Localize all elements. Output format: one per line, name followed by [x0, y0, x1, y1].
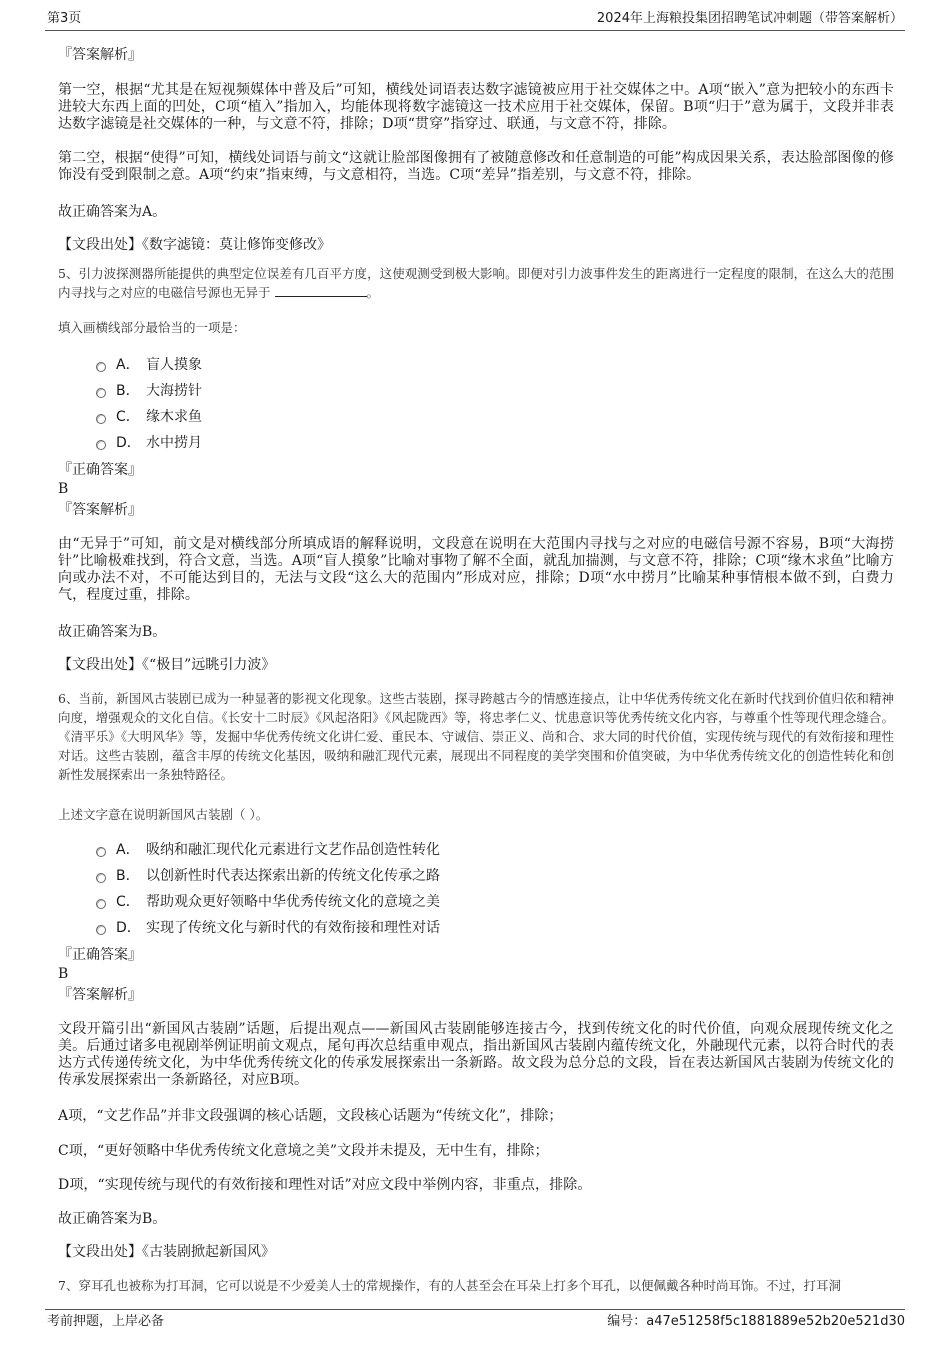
q4-analysis-p1: 第一空，根据“尤其是在短视频媒体中普及后”可知，横线处词语表达数字滤镜被应用于社交媒体之中。A项“嵌入”意为把较小的东西卡进较大东西上面的凹处，C项“植入”指加入，均能体现将数字滤镜这一技术应用于社交媒体，保留。B项“归于”意为属于，文段并非表达数字滤镜是社交媒体的一种，与文意不符，排除；D项“贯穿”指穿过、联通，与文意不符，排除。 [58, 82, 894, 132]
q5-option-b-text: 大海捞针 [146, 383, 202, 399]
q6-analysis: 文段开篇引出“新国风古装剧”话题，后提出观点——新国风古装剧能够连接古今，找到传统文化的时代价值，向观众展现传统文化之美。后通过诸多电视剧举例证明前文观点，尾句再次总结重申观点，指出新国风古装剧内蕴传统文化，外融现代元素，以符合时代的表达方式传递传统文化，为中华优秀传统文化的传承发展探索出一条新路。故文段为总分总的文段，旨在表达新国风古装剧为传统文化的传承发展探索出一条新路径，对应B项。 [58, 1021, 894, 1088]
page-footer [45, 1309, 905, 1334]
q6-option-c-text: 帮助观众更好领略中华优秀传统文化的意境之美 [146, 894, 440, 910]
q6-correct-label: 『正确答案』 [58, 947, 142, 963]
q6-note-a: A项，“文艺作品”并非文段强调的核心话题，文段核心话题为“传统文化”，排除； [58, 1108, 563, 1124]
radio-icon[interactable] [96, 362, 106, 372]
q6-option-a[interactable]: A． 吸纳和融汇现代化元素进行文艺作品创造性转化 [96, 838, 440, 860]
radio-icon[interactable] [96, 899, 106, 909]
q6-note-d: D项，“实现传统与现代的有效衔接和理性对话”对应文段中举例内容，非重点，排除。 [58, 1177, 592, 1193]
q5-analysis-label: 『答案解析』 [58, 502, 142, 518]
q6-correct-answer: B [58, 966, 69, 982]
q6-conclusion: 故正确答案为B。 [58, 1211, 167, 1227]
q6-note-c: C项，“更好领略中华优秀传统文化意境之美”文段并未提及，无中生有，排除； [58, 1143, 549, 1159]
q6-option-d-text: 实现了传统文化与新时代的有效衔接和理性对话 [146, 920, 440, 936]
q5-analysis: 由“无异于”可知，前文是对横线部分所填成语的解释说明，文段意在说明在大范围内寻找与之对应的电磁信号源不容易，B项“大海捞针”比喻极难找到，符合文意，当选。A项“盲人摸象”比喻对事物了解不全面，就乱加揣测，与文意不符，排除；C项“缘木求鱼”比喻方向或办法不对，不可能达到目的，无法与文段“这么大的范围内”形成对应，排除；D项“水中捞月”比喻某种事情根本做不到，白费力气，程度过重，排除。 [58, 536, 894, 603]
q5-option-c-text: 缘木求鱼 [146, 409, 202, 425]
radio-icon[interactable] [96, 388, 106, 398]
q5-option-d[interactable]: D． 水中捞月 [96, 431, 202, 453]
q6-option-c[interactable]: C． 帮助观众更好领略中华优秀传统文化的意境之美 [96, 890, 440, 912]
radio-icon[interactable] [96, 440, 106, 450]
q6-option-b[interactable]: B． 以创新性时代表达探索出新的传统文化传承之路 [96, 864, 440, 886]
q6-prompt: 上述文字意在说明新国风古装剧（ ）。 [58, 807, 269, 822]
q4-source: 【文段出处】《数字滤镜：莫让修饰变修改》 [58, 237, 331, 253]
q5-stem-text: 5、引力波探测器所能提供的典型定位误差有几百平方度，这使观测受到极大影响。即便对引力波事件发生的距离进行一定程度的限制，在这么大的范围内寻找与之对应的电磁信号源也无异于 [58, 266, 894, 300]
q5-prompt: 填入画横线部分最恰当的一项是： [58, 320, 246, 335]
q6-option-a-text: 吸纳和融汇现代化元素进行文艺作品创造性转化 [146, 842, 440, 858]
q6-stem: 6、当前，新国风古装剧已成为一种显著的影视文化现象。这些古装剧，探寻跨越古今的情感连接点，让中华优秀传统文化在新时代找到价值归依和精神向度，增强观众的文化自信。《长安十二时辰》《风起洛阳》《风起陇西》等，将忠孝仁义、忧患意识等优秀传统文化内容，与尊重个性等现代理念缝合。《清平乐》《大明风华》等，发掘中华优秀传统文化讲仁爱、重民本、守诚信、崇正义、尚和合、求大同的时代价值，实现传统与现代的有效衔接和理性对话。这些古装剧，蕴含丰厚的传统文化基因，吸纳和融汇现代元素，展现出不同程度的美学突围和价值突破，为中华优秀传统文化的创造性转化和创新性发展探索出一条独特路径。 [58, 691, 894, 782]
q5-option-b[interactable]: B． 大海捞针 [96, 379, 202, 401]
radio-icon[interactable] [96, 414, 106, 424]
q5-option-c[interactable]: C． 缘木求鱼 [96, 405, 202, 427]
document-title: 2024年上海粮投集团招聘笔试冲刺题（带答案解析） [596, 11, 903, 26]
serial-value: a47e51258f5c1881889e52b20e521d30 [646, 1314, 905, 1329]
q7-stem: 7、穿耳孔也被称为打耳洞，它可以说是不少爱美人士的常规操作，有的人甚至会在耳朵上打多个耳孔，以便佩戴各种时尚耳饰。不过，打耳洞 [58, 1278, 841, 1293]
q5-answer-blank [275, 284, 367, 297]
q5-conclusion: 故正确答案为B。 [58, 624, 167, 640]
page-number: 第3页 [47, 11, 82, 26]
q5-stem [58, 264, 894, 302]
radio-icon[interactable] [96, 847, 106, 857]
radio-icon[interactable] [96, 873, 106, 883]
footer-serial [607, 1310, 905, 1334]
q6-option-d[interactable]: D． 实现了传统文化与新时代的有效衔接和理性对话 [96, 916, 440, 938]
q4-analysis-p2: 第二空，根据“使得”可知，横线处词语与前文“这就让脸部图像拥有了被随意修改和任意制造的可能”构成因果关系，表达脸部图像的修饰没有受到限制之意。A项“约束”指束缚，与文意相符，当选。C项“差异”指差别，与文意不符，排除。 [58, 150, 894, 183]
q6-analysis-label: 『答案解析』 [58, 987, 142, 1003]
q5-option-a-text: 盲人摸象 [146, 357, 202, 373]
q6-source: 【文段出处】《古装剧掀起新国风》 [58, 1244, 275, 1260]
q5-option-a[interactable]: A． 盲人摸象 [96, 353, 202, 375]
q5-option-d-text: 水中捞月 [146, 435, 202, 451]
q5-stem-end: 。 [366, 285, 380, 300]
footer-slogan: 考前押题，上岸必备 [47, 1314, 165, 1329]
radio-icon[interactable] [96, 925, 106, 935]
q6-option-b-text: 以创新性时代表达探索出新的传统文化传承之路 [146, 868, 440, 884]
q5-source: 【文段出处】《“极目”远眺引力波》 [58, 657, 276, 673]
serial-label: 编号： [607, 1314, 647, 1329]
q4-analysis-label: 『答案解析』 [58, 47, 142, 63]
q4-conclusion: 故正确答案为A。 [58, 204, 167, 220]
page-header [45, 8, 905, 31]
q5-correct-label: 『正确答案』 [58, 462, 142, 478]
q5-correct-answer: B [58, 481, 69, 497]
